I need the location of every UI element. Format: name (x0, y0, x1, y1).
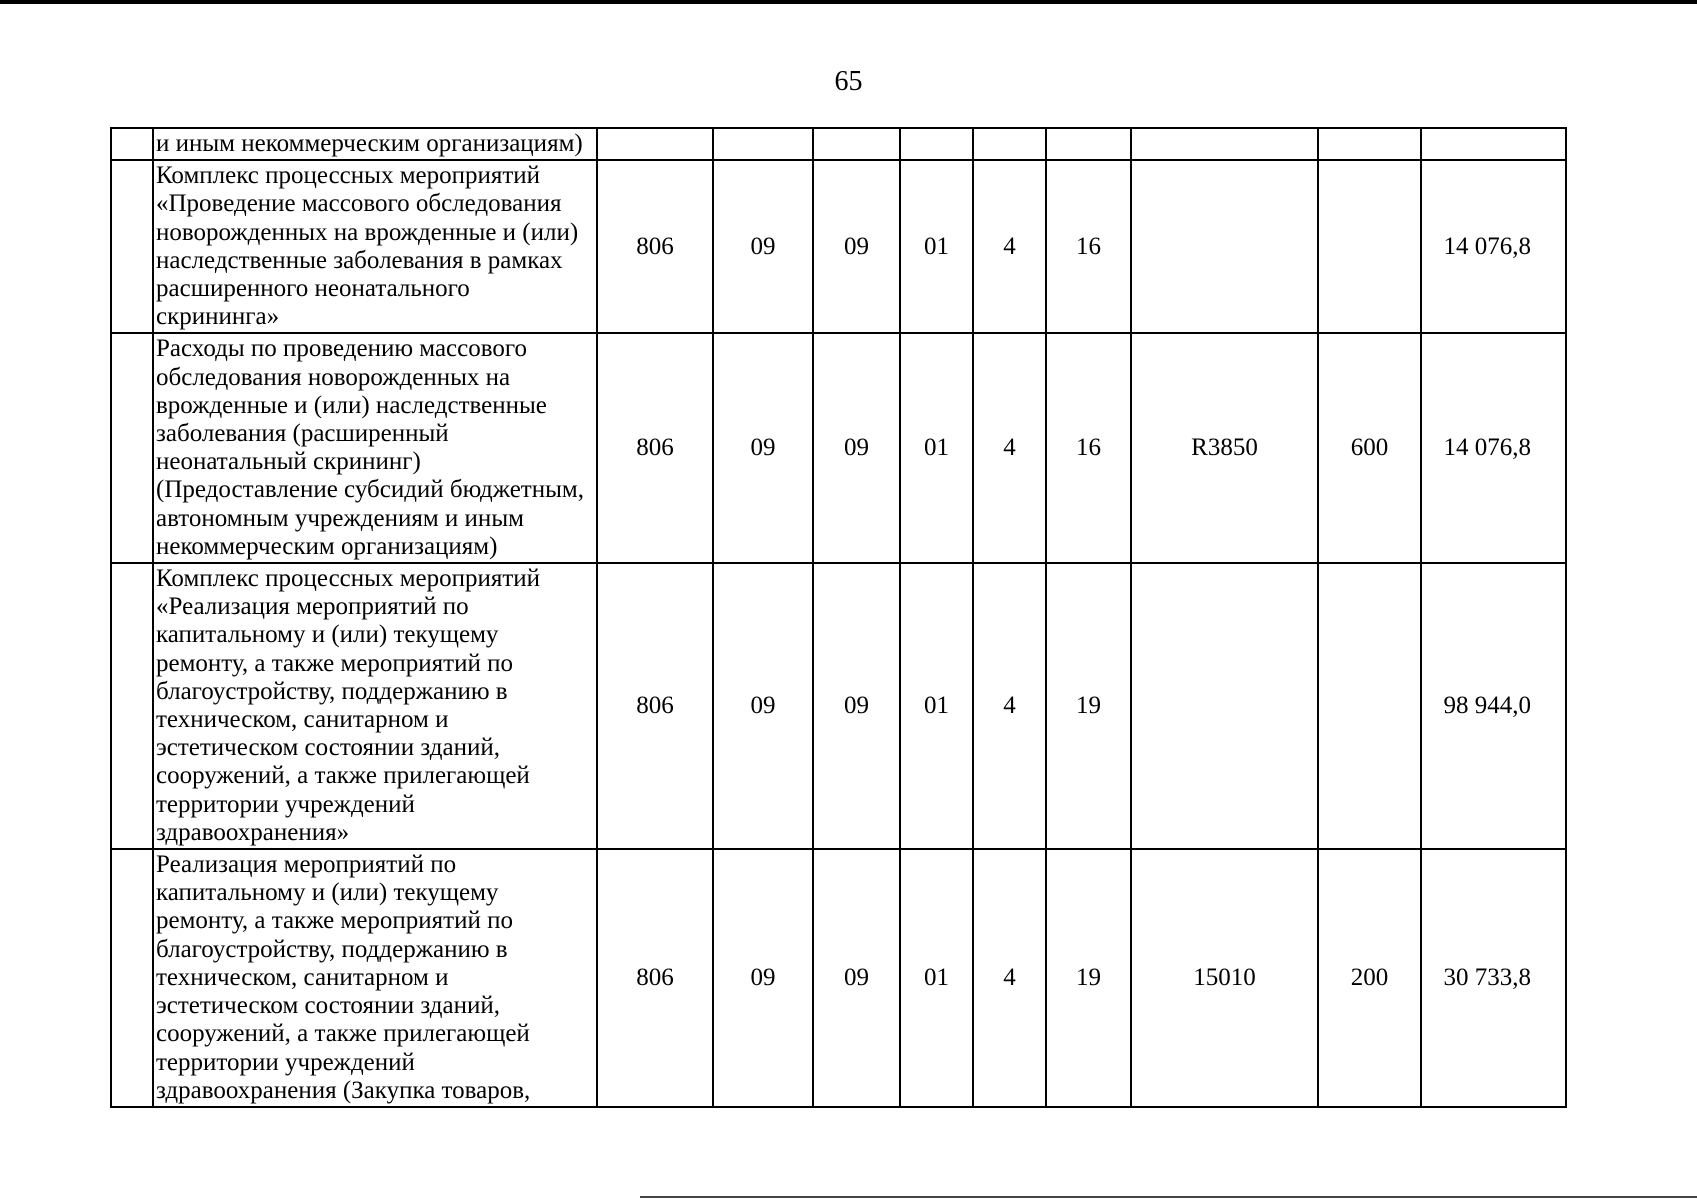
row-number-cell (111, 128, 153, 160)
table-row (111, 333, 1566, 563)
expense-type-cell (1318, 563, 1421, 849)
type-code-cell (973, 128, 1046, 160)
type-code-cell: 4 (973, 563, 1046, 849)
table-row (111, 128, 1566, 160)
type-code-cell: 4 (973, 160, 1046, 333)
complex-code-cell: 16 (1046, 333, 1131, 563)
item-name-cell: Реализация мероприятий по капитальному и (или) текущему ремонту, а также мероприятий по благоустройству, поддержанию в техническом, санитарном и эстетическом состоянии зданий, сооружений, а также прилегающей территории учреждений здравоохранения (Закупка товаров, (153, 849, 597, 1107)
page-number: 65 (834, 66, 863, 97)
grbs-code-cell: 806 (597, 849, 713, 1107)
direction-code-cell (1131, 160, 1318, 333)
row-number-cell (111, 333, 153, 563)
section-code-cell: 09 (713, 160, 813, 333)
page-top-border (0, 0, 1697, 4)
subsection-code-cell: 09 (813, 849, 900, 1107)
subsection-code-cell: 09 (813, 333, 900, 563)
grbs-code-cell: 806 (597, 160, 713, 333)
table-row (111, 160, 1566, 333)
complex-code-cell: 19 (1046, 849, 1131, 1107)
amount-cell: 30 733,8 (1421, 849, 1566, 1107)
type-code-cell: 4 (973, 333, 1046, 563)
program-code-cell: 01 (900, 563, 973, 849)
row-number-cell (111, 849, 153, 1107)
expense-type-cell: 200 (1318, 849, 1421, 1107)
amount-cell: 14 076,8 (1421, 333, 1566, 563)
direction-code-cell: 15010 (1131, 849, 1318, 1107)
grbs-code-cell: 806 (597, 333, 713, 563)
row-number-cell (111, 160, 153, 333)
grbs-code-cell: 806 (597, 563, 713, 849)
subsection-code-cell: 09 (813, 563, 900, 849)
direction-code-cell: R3850 (1131, 333, 1318, 563)
section-code-cell: 09 (713, 563, 813, 849)
complex-code-cell (1046, 128, 1131, 160)
subsection-code-cell: 09 (813, 160, 900, 333)
program-code-cell: 01 (900, 849, 973, 1107)
item-name-cell: Расходы по проведению массового обследования новорожденных на врожденные и (или) наследственные заболевания (расширенный неонатальный скрининг) (Предоставление субсидий бюджетным, автономным учреждениям и иным некоммерческим организациям) (153, 333, 597, 563)
type-code-cell: 4 (973, 849, 1046, 1107)
expense-type-cell: 600 (1318, 333, 1421, 563)
expense-type-cell (1318, 128, 1421, 160)
section-code-cell: 09 (713, 849, 813, 1107)
program-code-cell: 01 (900, 333, 973, 563)
subsection-code-cell (813, 128, 900, 160)
amount-cell: 98 944,0 (1421, 563, 1566, 849)
expense-type-cell (1318, 160, 1421, 333)
item-name-cell: и иным некоммерческим организациям) (153, 128, 597, 160)
program-code-cell: 01 (900, 160, 973, 333)
page-bottom-rule (640, 1196, 1697, 1198)
item-name-cell: Комплекс процессных мероприятий «Реализация мероприятий по капитальному и (или) текущему ремонту, а также мероприятий по благоустройству, поддержанию в техническом, санитарном и эстетическом состоянии зданий, сооружений, а также прилегающей территории учреждений здравоохранения» (153, 563, 597, 849)
grbs-code-cell (597, 128, 713, 160)
item-name-cell: Комплекс процессных мероприятий «Проведение массового обследования новорожденных на врожденные и (или) наследственные заболевания в рамках расширенного неонатального скрининга» (153, 160, 597, 333)
program-code-cell (900, 128, 973, 160)
row-number-cell (111, 563, 153, 849)
direction-code-cell (1131, 128, 1318, 160)
amount-cell (1421, 128, 1566, 160)
section-code-cell (713, 128, 813, 160)
complex-code-cell: 19 (1046, 563, 1131, 849)
section-code-cell: 09 (713, 333, 813, 563)
table-row (111, 563, 1566, 849)
table-row (111, 849, 1566, 1107)
amount-cell: 14 076,8 (1421, 160, 1566, 333)
complex-code-cell: 16 (1046, 160, 1131, 333)
budget-table (110, 127, 1567, 1108)
direction-code-cell (1131, 563, 1318, 849)
